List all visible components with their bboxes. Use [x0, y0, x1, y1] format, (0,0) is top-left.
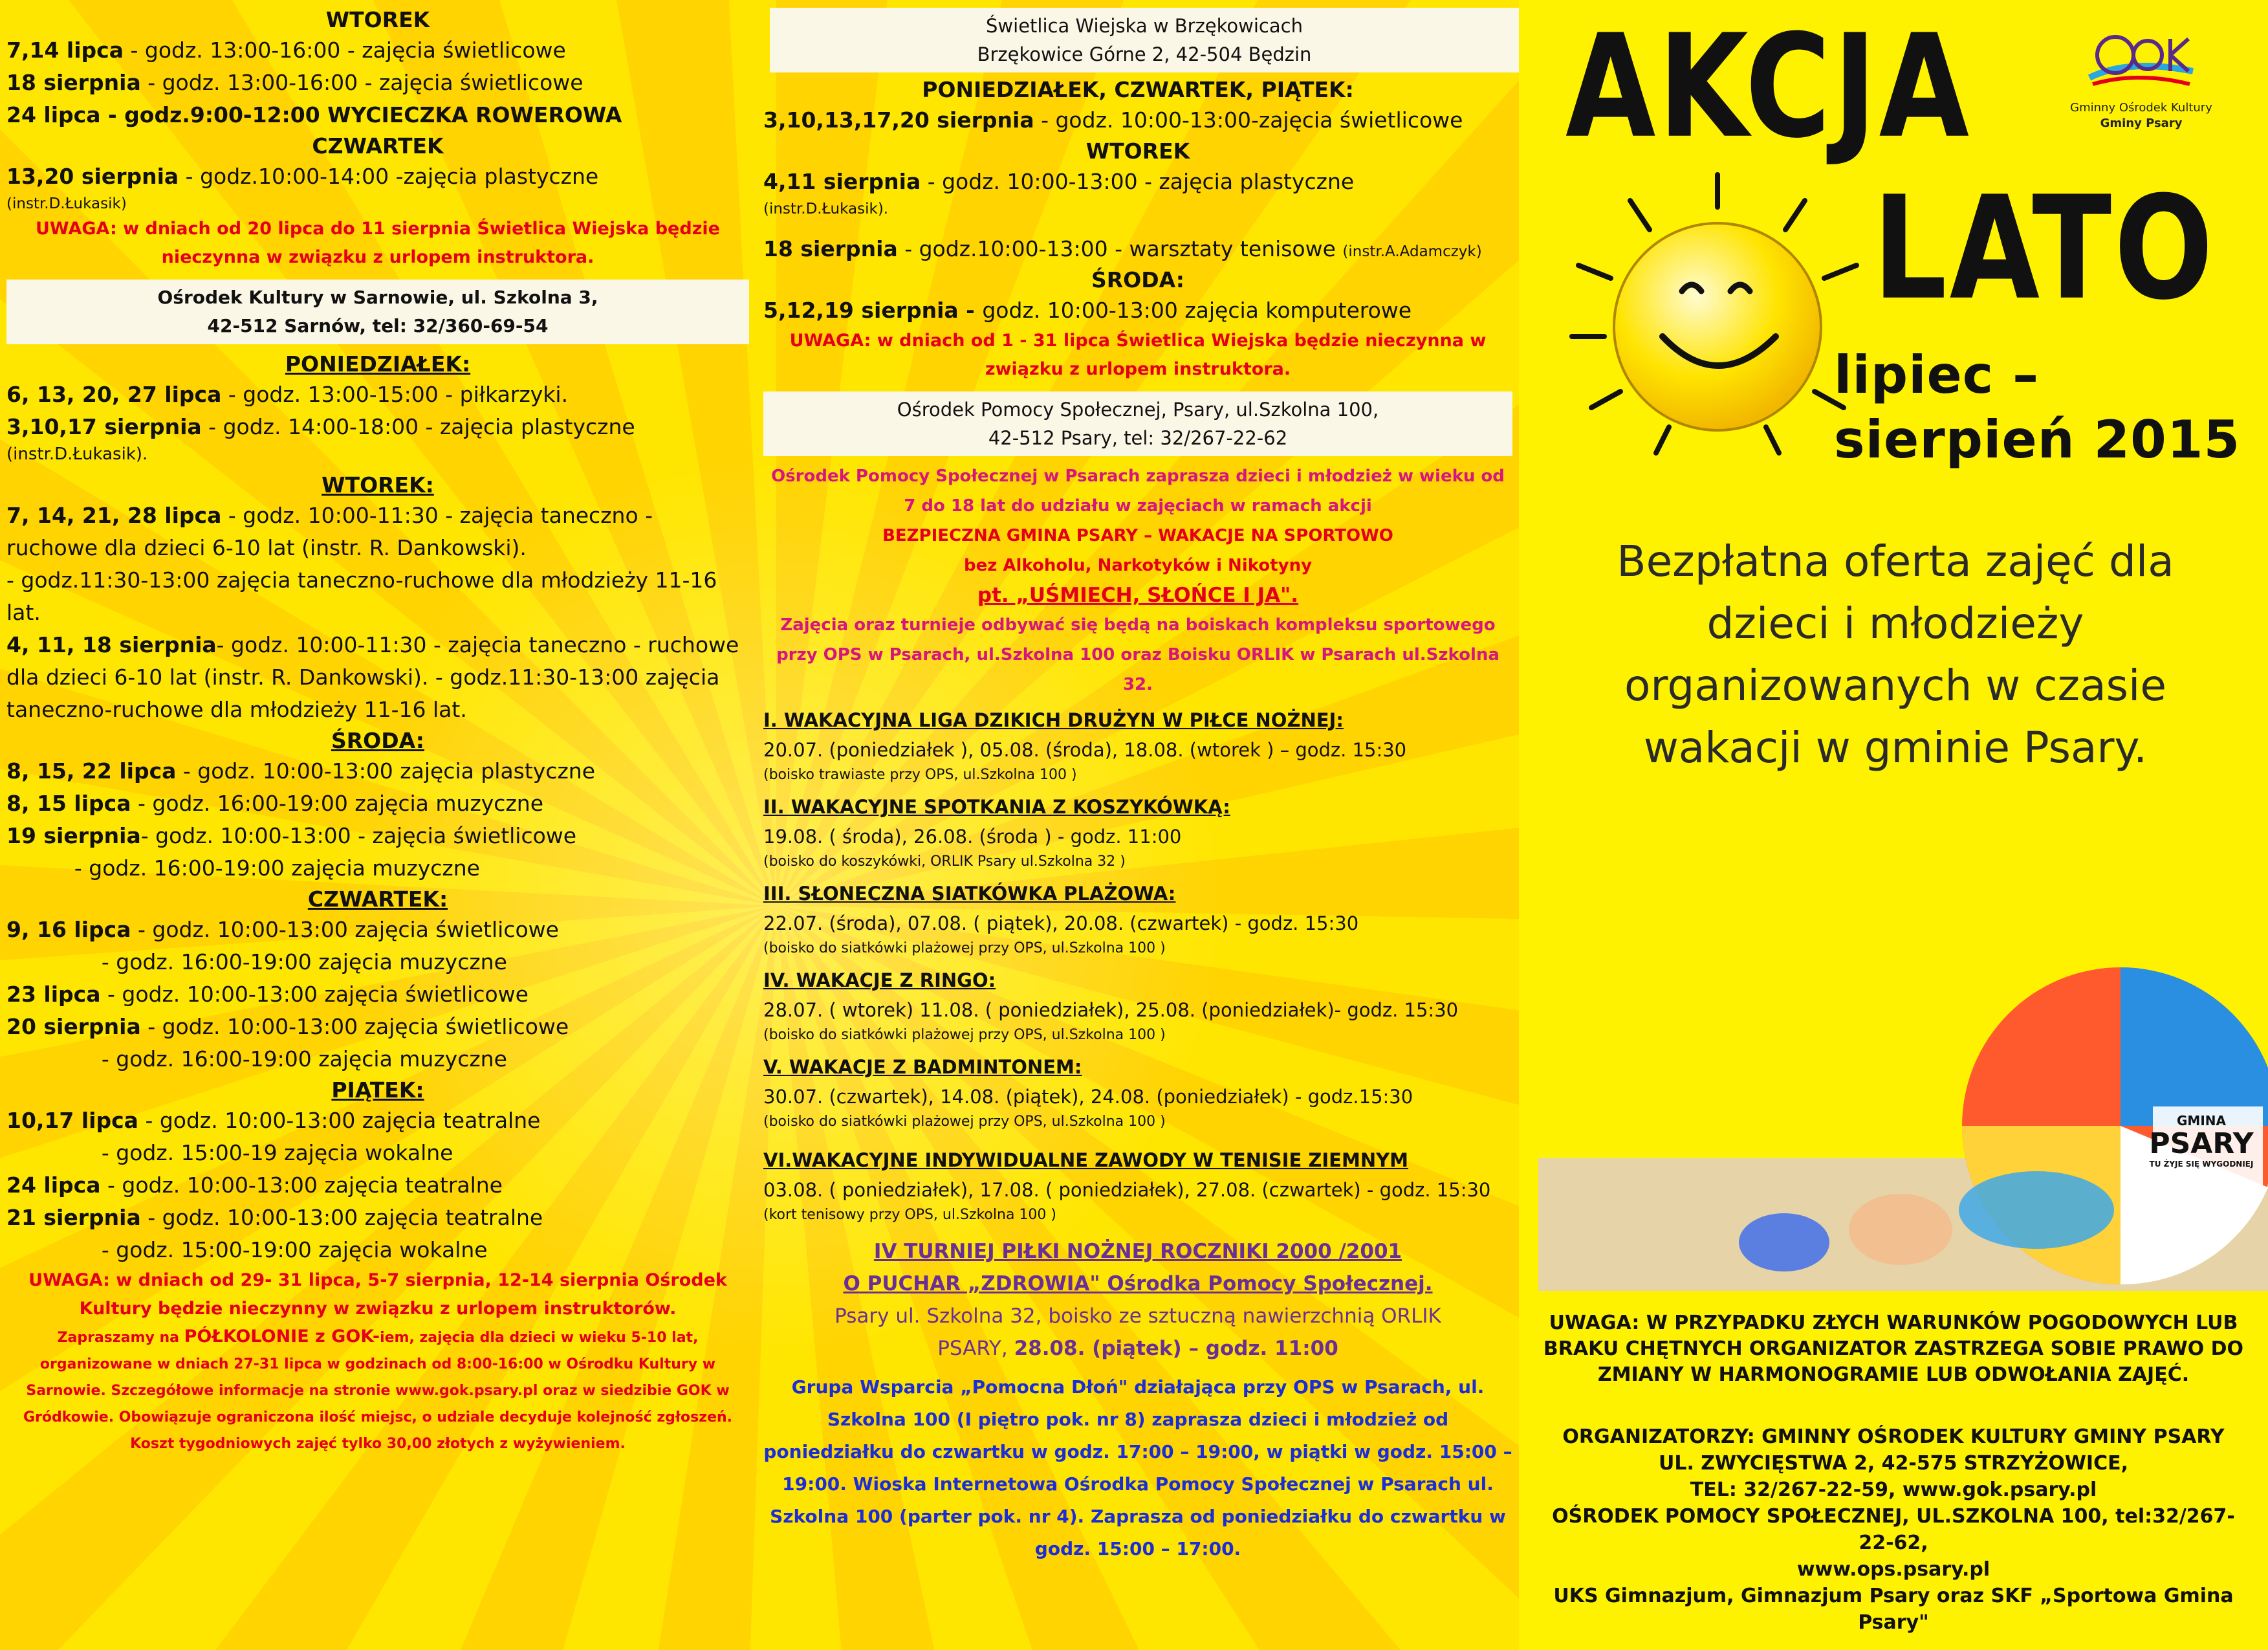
day-heading: PONIEDZIAŁEK: [285, 351, 471, 377]
schedule-line: - godz. 16:00-19:00 zajęcia muzyczne [6, 855, 480, 881]
column-middle [758, 0, 1519, 1650]
offer-text: Bezpłatna oferta zajęć dla dzieci i młodzieży organizowanych w czasie wakacji w gminie Psary. [1617, 536, 2174, 773]
instructor-note: (instr.D.Łukasik). [6, 445, 148, 464]
schedule-line: - godz. 15:00-19 zajęcia wokalne [6, 1140, 453, 1165]
sport-event: I. WAKACYJNA LIGA DZIKICH DRUŻYN W PIŁCE NOŻNEJ: 20.07. (poniedziałek ), 05.08. (środa), 18.08. (wtorek ) – godz. 15:30 (boisko trawiaste przy OPS, ul.Szkolna 100 ) [763, 709, 1407, 783]
schedule-line: 18 sierpnia - godz. 13:00-16:00 - zajęcia świetlicowe [6, 70, 583, 95]
venue-box-brzekowice: Świetlica Wiejska w Brzękowicach Brzękowice Górne 2, 42-504 Będzin [770, 8, 1519, 72]
title-akcja: AKCJA [1565, 4, 1972, 170]
sport-event: V. WAKACJE Z BADMINTONEM: 30.07. (czwartek), 14.08. (piątek), 24.08. (poniedziałek) - godz.15:30 (boisko do siatkówki plażowej przy OPS, ul.Szkolna 100 ) [763, 1056, 1413, 1130]
day-heading: WTOREK [325, 7, 430, 32]
schedule-line: 7,14 lipca - godz. 13:00-16:00 - zajęcia świetlicowe [6, 38, 566, 63]
gmina-psary-logo: GMINA PSARY TU ŻYJE SIĘ WYGODNIEJ [2149, 1113, 2254, 1169]
closure-warning: UWAGA: w dniach od 20 lipca do 11 sierpnia Świetlica Wiejska będzie nieczynna w związku z urlopem instruktora. [36, 219, 720, 267]
schedule-line: 24 lipca - godz.9:00-12:00 WYCIECZKA ROWEROWA [6, 102, 622, 127]
polkolonie-note: Zapraszamy na PÓŁKOLONIE z GOK-iem, zajęcia dla dzieci w wieku 5-10 lat, organizowane w dniach 27-31 lipca w godzinach od 8:00-16:00 w Ośrodku Kultury w Sarnowie. Szczegółowe informacje na stronie www.gok.psary.pl oraz w siedzibie GOK w Gródkowie. Obowiązuje ograniczona ilość miejsc, o udziale decyduje kolejność zgłoszeń. Koszt tygodniowych zajęć tylko 30,00 złotych z wyżywieniem. [23, 1326, 733, 1452]
tournament-info: IV TURNIEJ PIŁKI NOŻNEJ ROCZNIKI 2000 /2001 O PUCHAR „ZDROWIA" Ośrodka Pomocy Społecznej. Psary ul. Szkolna 32, boisko ze sztuczną nawierzchnią ORLIK PSARY, 28.08. (piątek) – godz. 11:00 [834, 1240, 1441, 1360]
weather-notice: UWAGA: W PRZYPADKU ZŁYCH WARUNKÓW POGODOWYCH LUB BRAKU CHĘTNYCH ORGANIZATOR ZASTRZEGA SOBIE PRAWO DO ZMIANY W HARMONOGRAMIE LUB ODWOŁANIA ZAJĘĆ. [1543, 1312, 2244, 1386]
instructor-note: (instr.D.Łukasik). [763, 201, 889, 217]
sport-event: VI.WAKACYJNE INDYWIDUALNE ZAWODY W TENISIE ZIEMNYM 03.08. ( poniedziałek), 17.08. ( poniedziałek), 27.08. (czwartek) - godz. 15:30 (kort tenisowy przy OPS, ul.Szkolna 100 ) [763, 1149, 1491, 1223]
closure-warning: UWAGA: w dniach od 29- 31 lipca, 5-7 sierpnia, 12-14 sierpnia Ośrodek Kultury będzie nieczynny w związku z urlopem instruktorów. [28, 1270, 727, 1319]
schedule-line: 8, 15, 22 lipca - godz. 10:00-13:00 zajęcia plastyczne [6, 758, 596, 784]
organizers: ORGANIZATORZY: GMINNY OŚRODEK KULTURY GMINY PSARY UL. ZWYCIĘSTWA 2, 42-575 STRZYŻOWICE, TEL: 32/267-22-59, www.gok.psary.pl OŚRODEK POMOCY SPOŁECZNEJ, UL.SZKOLNA 100, tel:32/267-22-62, www.ops.psary.pl UKS Gimnazjum, Gimnazjum Psary oraz SKF „Sportowa Gmina Psary" [1552, 1425, 2235, 1634]
schedule-line: 13,20 sierpnia - godz.10:00-14:00 -zajęcia plastyczne [6, 164, 599, 189]
sport-event: II. WAKACYJNE SPOTKANIA Z KOSZYKÓWKĄ: 19.08. ( środa), 26.08. (środa ) - godz. 11:00 (boisko do koszykówki, ORLIK Psary ul.Szkolna 32 ) [763, 796, 1230, 870]
sport-events [763, 705, 1512, 1226]
day-heading: ŚRODA: [331, 728, 424, 753]
schedule-line: - godz. 16:00-19:00 zajęcia muzyczne [6, 1046, 507, 1072]
sport-event: IV. WAKACJE Z RINGO: 28.07. ( wtorek) 11.08. ( poniedziałek), 25.08. (poniedziałek)- godz. 15:30 (boisko do siatkówki plażowej przy OPS, ul.Szkolna 100 ) [763, 969, 1459, 1043]
schedule-line: 5,12,19 sierpnia - godz. 10:00-13:00 zajęcia komputerowe [763, 298, 1412, 323]
schedule-line: 8, 15 lipca - godz. 16:00-19:00 zajęcia muzyczne [6, 791, 543, 816]
schedule-line: 3,10,17 sierpnia - godz. 14:00-18:00 - zajęcia plastyczne [6, 414, 635, 439]
schedule-line: 9, 16 lipca - godz. 10:00-13:00 zajęcia świetlicowe [6, 917, 559, 942]
day-heading: PIĄTEK: [331, 1077, 424, 1103]
schedule-line: 23 lipca - godz. 10:00-13:00 zajęcia świetlicowe [6, 982, 529, 1007]
schedule-line: 4, 11, 18 sierpnia- godz. 10:00-11:30 - zajęcia taneczno - ruchowe dla dzieci 6-10 lat (instr. R. Dankowski). - godz.11:30-13:00 zajęcia taneczno-ruchowe dla młodzieży 11-16 lat. [6, 632, 739, 722]
gok-logo [2038, 26, 2245, 142]
sport-event: III. SŁONECZNA SIATKÓWKA PLAŻOWA: 22.07. (środa), 07.08. ( piątek), 20.08. (czwartek) - godz. 15:30 (boisko do siatkówki plażowej przy OPS, ul.Szkolna 100 ) [763, 883, 1359, 956]
schedule-line: - godz. 16:00-19:00 zajęcia muzyczne [6, 949, 507, 974]
closure-warning: UWAGA: w dniach od 1 - 31 lipca Świetlica Wiejska będzie nieczynna w związku z urlopem instruktora. [789, 331, 1487, 379]
schedule-line: 6, 13, 20, 27 lipca - godz. 13:00-15:00 - piłkarzyki. [6, 382, 569, 407]
schedule-line: - godz.11:30-13:00 zajęcia taneczno-ruchowe dla młodzieży 11-16 lat. [6, 567, 717, 625]
schedule-line: 7, 14, 21, 28 lipca - godz. 10:00-11:30 - zajęcia taneczno - ruchowe dla dzieci 6-10 lat (instr. R. Dankowski). [6, 503, 653, 560]
schedule-line: 4,11 sierpnia - godz. 10:00-13:00 - zajęcia plastyczne [763, 169, 1355, 194]
support-group-info: Grupa Wsparcia „Pomocna Dłoń" działająca przy OPS w Psarach, ul. Szkolna 100 (I piętro pok. nr 8) zaprasza dzieci i młodzież od poniedziałku do czwartku w godz. 17:00 – 19:00, w piątki w godz. 15:00 – 19:00. Wioska Internetowa Ośrodka Pomocy Społecznej w Psarach ul. Szkolna 100 (parter pok. nr 4). Zaprasza od poniedziałku do czwartku w godz. 15:00 – 17:00. [763, 1376, 1512, 1559]
sun-icon [1565, 168, 1870, 466]
ops-invitation: Ośrodek Pomocy Społecznej w Psarach zaprasza dzieci i młodzież w wieku od 7 do 18 lat do udziału w zajęciach w ramach akcji BEZPIECZNA GMINA PSARY – WAKACJE NA SPORTOWO bez Alkoholu, Narkotyków i Nikotyny pt. „UŚMIECH, SŁOŃCE I JA". Zajęcia oraz turnieje odbywać się będą na boiskach kompleksu sportowego przy OPS w Psarach, ul.Szkolna 100 oraz Boisku ORLIK w Psarach ul.Szkolna 32. [771, 467, 1505, 694]
beach-image [1538, 964, 2268, 1291]
gok-logo-text: Gminny Ośrodek Kultury Gminy Psary [2070, 101, 2212, 130]
column-left [0, 0, 758, 1650]
title-lato: LATO [1873, 166, 2216, 332]
day-heading: PONIEDZIAŁEK, CZWARTEK, PIĄTEK: [922, 77, 1354, 102]
day-heading: CZWARTEK [312, 133, 444, 159]
venue-box-ops: Ośrodek Pomocy Społecznej, Psary, ul.Szkolna 100, 42-512 Psary, tel: 32/267-22-62 [763, 391, 1512, 456]
venue-box-sarnow: Ośrodek Kultury w Sarnowie, ul. Szkolna 3, 42-512 Sarnów, tel: 32/360-69-54 [6, 280, 749, 344]
schedule-line: 24 lipca - godz. 10:00-13:00 zajęcia teatralne [6, 1172, 503, 1198]
day-heading: CZWARTEK: [307, 886, 448, 912]
schedule-line: 18 sierpnia - godz.10:00-13:00 - warsztaty tenisowe (instr.A.Adamczyk) [763, 236, 1482, 261]
day-heading: WTOREK [1085, 138, 1190, 164]
day-heading: WTOREK: [322, 472, 434, 498]
gok-logo-icon [2077, 26, 2206, 97]
schedule-line: 10,17 lipca - godz. 10:00-13:00 zajęcia teatralne [6, 1108, 541, 1133]
schedule-line: 19 sierpnia- godz. 10:00-13:00 - zajęcia świetlicowe [6, 823, 577, 848]
day-heading: ŚRODA: [1091, 267, 1184, 292]
schedule-line: - godz. 15:00-19:00 zajęcia wokalne [6, 1237, 488, 1262]
subtitle-dates: lipiec – sierpień 2015 [1834, 345, 2241, 470]
schedule-line: 21 sierpnia - godz. 10:00-13:00 zajęcia teatralne [6, 1205, 543, 1230]
schedule-line: 3,10,13,17,20 sierpnia - godz. 10:00-13:00-zajęcia świetlicowe [763, 107, 1463, 133]
schedule-list [6, 34, 749, 131]
schedule-line: 20 sierpnia - godz. 10:00-13:00 zajęcia świetlicowe [6, 1014, 569, 1039]
instructor-note: (instr.D.Łukasik) [6, 195, 127, 212]
